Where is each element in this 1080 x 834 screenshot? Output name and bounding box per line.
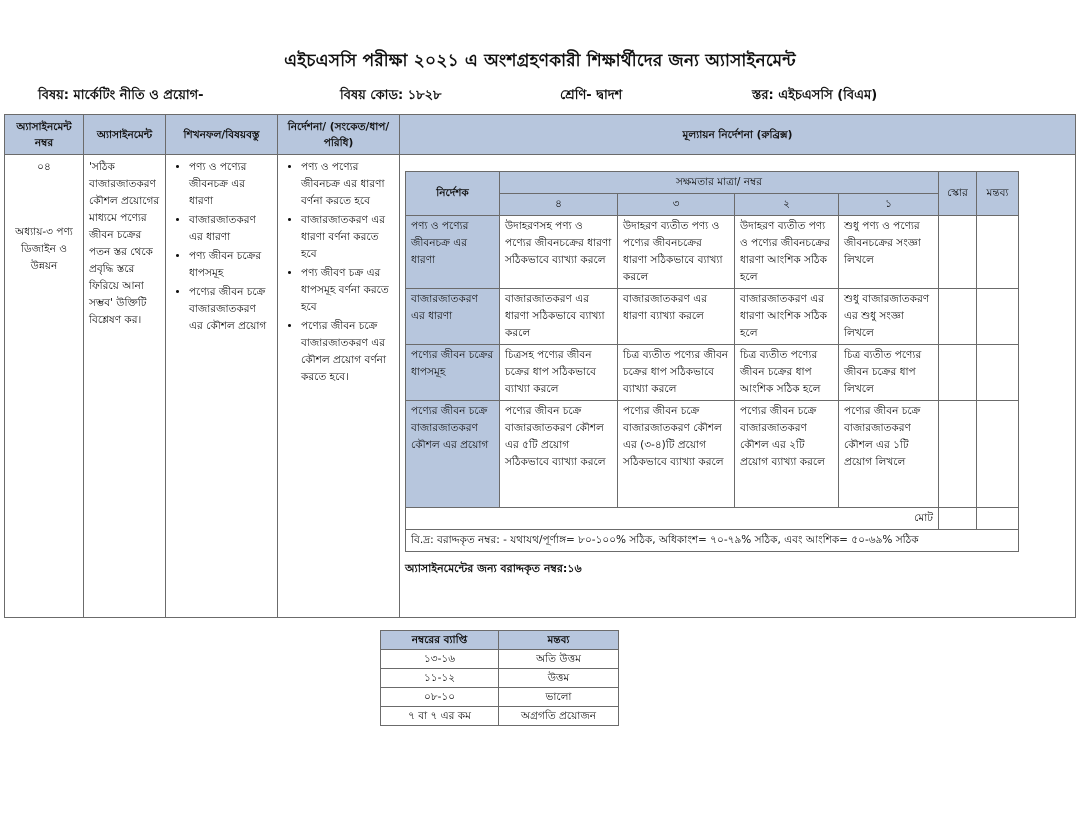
grading-range: ১১-১২: [381, 669, 499, 688]
rubric-levels-header: সক্ষমতার মাত্রা/ নম্বর: [500, 172, 939, 194]
rubric-cell-text: বাজারজাতকরণ এর ধারণা আংশিক সঠিক হলে: [735, 289, 839, 345]
rubric-criterion: বাজারজাতকরণ এর ধারণা: [406, 289, 500, 345]
remarks-cell[interactable]: [977, 401, 1019, 508]
rubric-cell-text: শুধু পণ্য ও পণ্যের জীবনচক্রের সংজ্ঞা লিখলে: [839, 216, 939, 289]
grading-range: ৭ বা ৭ এর কম: [381, 707, 499, 726]
subject-label: বিষয়: মার্কেটিং নীতি ও প্রয়োগ-: [38, 88, 204, 103]
learning-outcome-item: • বাজারজাতকরণ এর ধারণা: [189, 212, 272, 246]
total-label: মোট: [406, 508, 939, 530]
grading-row: [381, 688, 619, 707]
rubric-cell-text: উদাহরণ ব্যতীত পণ্য ও পণ্যের জীবনচক্রের ধারণা সঠিকভাবে ব্যাখ্যা করলে: [618, 216, 735, 289]
assignment-number-cell: [5, 155, 84, 618]
score-cell[interactable]: [939, 216, 977, 289]
score-cell[interactable]: [939, 345, 977, 401]
instructions-cell: [278, 155, 400, 618]
grading-table: [380, 630, 619, 726]
class-label: শ্রেণি- দ্বাদশ: [560, 88, 623, 103]
remarks-cell[interactable]: [977, 345, 1019, 401]
instruction-item: • পণ্য ও পণ্যের জীবনচক্র এর ধারণা বর্ণনা করতে হবে: [301, 159, 394, 210]
rubric-criterion: পণ্যের জীবন চক্রের ধাপসমূহ: [406, 345, 500, 401]
level-label: স্তর: এইচএসসি (বিএম): [752, 88, 878, 103]
learning-outcome-item: • পণ্য জীবন চক্রের ধাপসমূহ: [189, 248, 272, 282]
learning-outcome-item: • পণ্যের জীবন চক্রে বাজারজাতকরণ এর কৌশল প্রয়োগ: [189, 284, 272, 335]
assignment-number: ০৪: [37, 161, 51, 173]
rubric-level-2: ২: [735, 194, 839, 216]
rubric-cell-text: বাজারজাতকরণ এর ধারণা ব্যাখ্যা করলে: [618, 289, 735, 345]
score-cell[interactable]: [939, 289, 977, 345]
subject-code-label: বিষয় কোড: ১৮২৮: [340, 88, 442, 103]
grading-row: [381, 650, 619, 669]
header-assignment: অ্যাসাইনমেন্ট: [84, 115, 166, 155]
remarks-cell[interactable]: [977, 216, 1019, 289]
rubric-criteria-header: নির্দেশক: [406, 172, 500, 216]
grading-row: [381, 707, 619, 726]
total-remarks-cell[interactable]: [977, 508, 1019, 530]
rubric-cell-text: বাজারজাতকরণ এর ধারণা সঠিকভাবে ব্যাখ্যা করলে: [500, 289, 618, 345]
rubric-criterion: পণ্য ও পণ্যের জীবনচক্র এর ধারণা: [406, 216, 500, 289]
header-assignment-no: অ্যাসাইনমেন্ট নম্বর: [5, 115, 84, 155]
grading-range: ১৩-১৬: [381, 650, 499, 669]
total-score-cell[interactable]: [939, 508, 977, 530]
rubric-cell-text: পণ্যের জীবন চক্রে বাজারজাতকরণ কৌশল এর (৩-৪)টি প্রয়োগ সঠিকভাবে ব্যাখ্যা করলে: [618, 401, 735, 508]
allocated-marks: অ্যাসাইনমেন্টের জন্য বরাদ্দকৃত নম্বর:১৬: [405, 562, 582, 575]
rubric-cell-text: পণ্যের জীবন চক্রে বাজারজাতকরণ কৌশল এর ২টি প্রয়োগ ব্যাখ্যা করলে: [735, 401, 839, 508]
score-cell[interactable]: [939, 401, 977, 508]
rubric-row: [406, 345, 1019, 401]
grading-remark: অগ্রগতি প্রয়োজন: [499, 707, 619, 726]
rubric-level-3: ৩: [618, 194, 735, 216]
rubric-cell-text: শুধু বাজারজাতকরণ এর শুধু সংজ্ঞা লিখলে: [839, 289, 939, 345]
header-instruction: নির্দেশনা/ (সংকেত/ধাপ/পরিধি): [278, 115, 400, 155]
instruction-item: • বাজারজাতকরণ এর ধারণা বর্ণনা করতে হবে: [301, 212, 394, 263]
rubric-cell-text: চিত্রসহ পণ্যের জীবন চক্রের ধাপ সঠিকভাবে ব্যাখ্যা করলে: [500, 345, 618, 401]
rubric-cell-text: চিত্র ব্যতীত পণ্যের জীবন চক্রের ধাপ লিখলে: [839, 345, 939, 401]
rubric-row: [406, 216, 1019, 289]
rubric-table: [405, 171, 1019, 552]
grading-remark: অতি উত্তম: [499, 650, 619, 669]
rubric-criterion: পণ্যের জীবন চক্রে বাজারজাতকরণ কৌশল এর প্রয়োগ: [406, 401, 500, 508]
rubric-cell-text: চিত্র ব্যতীত পণ্যের জীবন চক্রের ধাপ সঠিকভাবে ব্যাখ্যা করলে: [618, 345, 735, 401]
rubric-cell-text: উদাহরণ ব্যতীত পণ্য ও পণ্যের জীবনচক্রের ধারণা আংশিক সঠিক হলে: [735, 216, 839, 289]
assignment-table: [4, 114, 1076, 618]
rubric-cell-text: পণ্যের জীবন চক্রে বাজারজাতকরণ কৌশল এর ৫টি প্রয়োগ সঠিকভাবে ব্যাখ্যা করলে: [500, 401, 618, 508]
header-evaluation: মূল্যায়ন নির্দেশনা (রুব্রিক্স): [400, 115, 1076, 155]
rubric-note: বি.দ্র: বরাদ্দকৃত নম্বর: - যথাযথ/পূর্ণাঙ্গ= ৮০-১০০% সঠিক, অধিকাংশ= ৭০-৭৯% সঠিক, এবং আংশিক= ৫০-৬৯% সঠিক: [406, 530, 1019, 552]
grading-row: [381, 669, 619, 688]
rubric-row: [406, 401, 1019, 508]
grading-remark: উত্তম: [499, 669, 619, 688]
rubric-score-header: স্কোর: [939, 172, 977, 216]
assignment-text: 'সঠিক বাজারজাতকরণ কৌশল প্রয়োগের মাধ্যমে পণ্যের জীবন চক্রের পতন স্তর থেকে প্রবৃদ্ধি স্তরে ফিরিয়ে আনা সম্ভব' উক্তিটি বিশ্লেষণ কর।: [89, 161, 160, 326]
learning-outcomes-cell: [166, 155, 278, 618]
grading-range: ০৮-১০: [381, 688, 499, 707]
rubric-cell: [400, 155, 1076, 618]
page-title: এইচএসসি পরীক্ষা ২০২১ এ অংশগ্রহণকারী শিক্ষার্থীদের জন্য অ্যাসাইনমেন্ট: [284, 51, 796, 71]
instruction-item: • পণ্য জীবণ চক্র এর ধাপসমূহ বর্ণনা করতে হবে: [301, 265, 394, 316]
assignment-text-cell: [84, 155, 166, 618]
instruction-item: • পণ্যের জীবন চক্রে বাজারজাতকরণ এর কৌশল প্রয়োগ বর্ণনা করতে হবে।: [301, 318, 394, 386]
rubric-cell-text: চিত্র ব্যতীত পণ্যের জীবন চক্রের ধাপ আংশিক সঠিক হলে: [735, 345, 839, 401]
grading-remark-header: মন্তব্য: [499, 631, 619, 650]
chapter-label: অধ্যায়-৩ পণ্য ডিজাইন ও উন্নয়ন: [15, 226, 73, 272]
header-learning-outcome: শিখনফল/বিষয়বস্তু: [166, 115, 278, 155]
grading-range-header: নম্বরের ব্যাপ্তি: [381, 631, 499, 650]
rubric-level-4: ৪: [500, 194, 618, 216]
rubric-level-1: ১: [839, 194, 939, 216]
remarks-cell[interactable]: [977, 289, 1019, 345]
grading-remark: ভালো: [499, 688, 619, 707]
learning-outcome-item: • পণ্য ও পণ্যের জীবনচক্র এর ধারণা: [189, 159, 272, 210]
rubric-cell-text: পণ্যের জীবন চক্রে বাজারজাতকরণ কৌশল এর ১টি প্রয়োগ লিখলে: [839, 401, 939, 508]
rubric-remarks-header: মন্তব্য: [977, 172, 1019, 216]
rubric-cell-text: উদাহরণসহ পণ্য ও পণ্যের জীবনচক্রের ধারণা সঠিকভাবে ব্যাখ্যা করলে: [500, 216, 618, 289]
rubric-row: [406, 289, 1019, 345]
